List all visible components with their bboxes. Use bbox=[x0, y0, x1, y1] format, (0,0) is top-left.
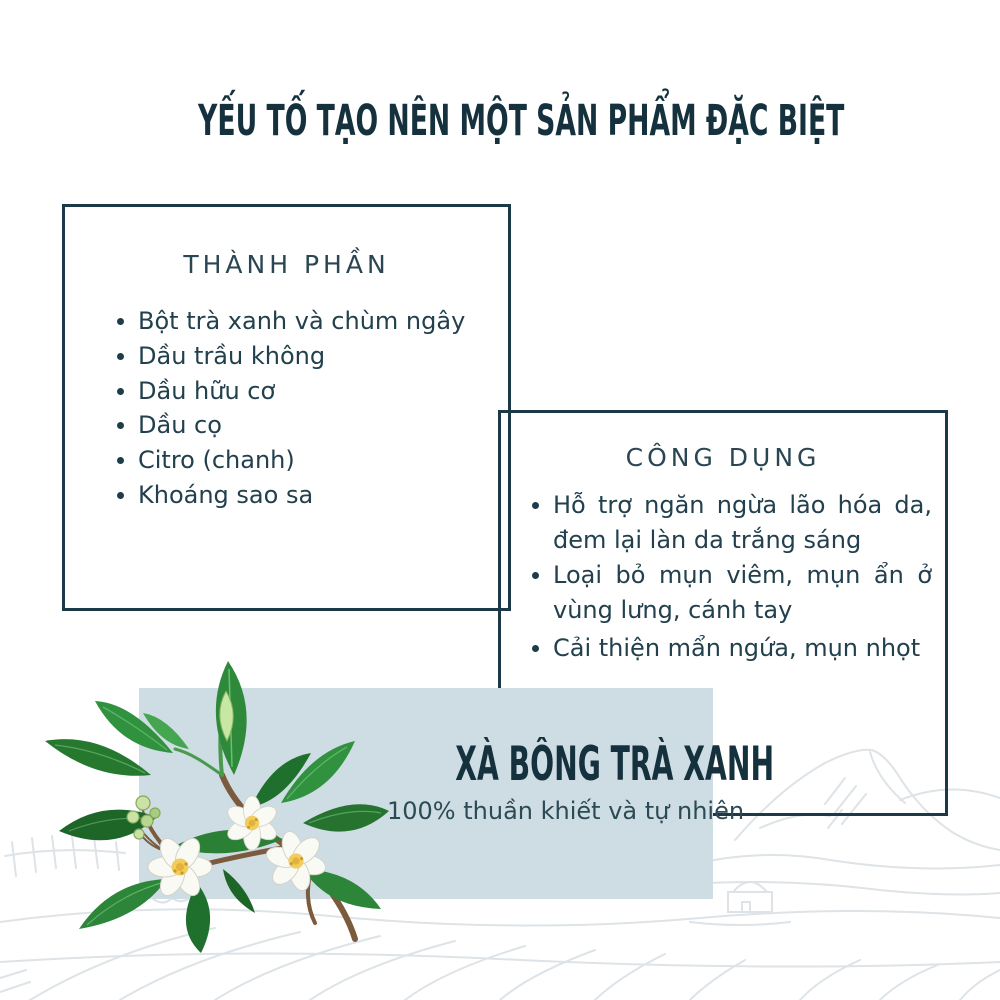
ingredient-text: Khoáng sao sa bbox=[138, 480, 314, 509]
list-item bbox=[138, 443, 498, 478]
ingredient-text: Dầu hữu cơ bbox=[138, 376, 276, 405]
use-text: Loại bỏ mụn viêm, mụn ẩn ở vùng lưng, cánh tay bbox=[553, 561, 932, 624]
product-name-text: XÀ BÔNG TRÀ XANH bbox=[455, 737, 775, 792]
ingredient-text: Dầu cọ bbox=[138, 411, 222, 440]
bullet-dot-icon bbox=[532, 502, 539, 509]
ingredients-list bbox=[65, 304, 508, 513]
bullet-dot-icon bbox=[532, 645, 539, 652]
bullet-dot-icon bbox=[532, 572, 539, 579]
bullet-dot-icon bbox=[117, 318, 124, 325]
list-item bbox=[553, 631, 932, 666]
bullet-dot-icon bbox=[117, 492, 124, 499]
uses-list bbox=[501, 488, 945, 666]
ingredient-text: Citro (chanh) bbox=[138, 446, 295, 475]
uses-heading: CÔNG DỤNG bbox=[625, 443, 821, 472]
use-text: Cải thiện mẩn ngứa, mụn nhọt bbox=[553, 634, 921, 662]
list-item bbox=[553, 488, 932, 558]
ingredient-text: Dầu trầu không bbox=[138, 341, 326, 370]
bullet-dot-icon bbox=[117, 388, 124, 395]
ingredients-box bbox=[62, 204, 511, 611]
use-text: Hỗ trợ ngăn ngừa lão hóa da, đem lại làn da trắng sáng bbox=[553, 491, 932, 554]
tea-branch-illustration bbox=[15, 655, 395, 955]
ingredients-heading: THÀNH PHẦN bbox=[183, 250, 390, 279]
list-item bbox=[553, 558, 932, 628]
bullet-dot-icon bbox=[117, 457, 124, 464]
list-item bbox=[138, 478, 498, 513]
list-item bbox=[138, 408, 498, 443]
product-name bbox=[349, 737, 775, 792]
page-title bbox=[0, 96, 1000, 146]
bullet-dot-icon bbox=[117, 422, 124, 429]
page-title-text: YẾU TỐ TẠO NÊN MỘT SẢN PHẨM ĐẶC BIỆT bbox=[198, 96, 845, 146]
list-item bbox=[138, 374, 498, 409]
list-item bbox=[138, 304, 498, 339]
list-item bbox=[138, 339, 498, 374]
bullet-dot-icon bbox=[117, 353, 124, 360]
ingredient-text: Bột trà xanh và chùm ngây bbox=[138, 307, 466, 335]
product-tagline: 100% thuần khiết và tự nhiên bbox=[387, 797, 745, 825]
